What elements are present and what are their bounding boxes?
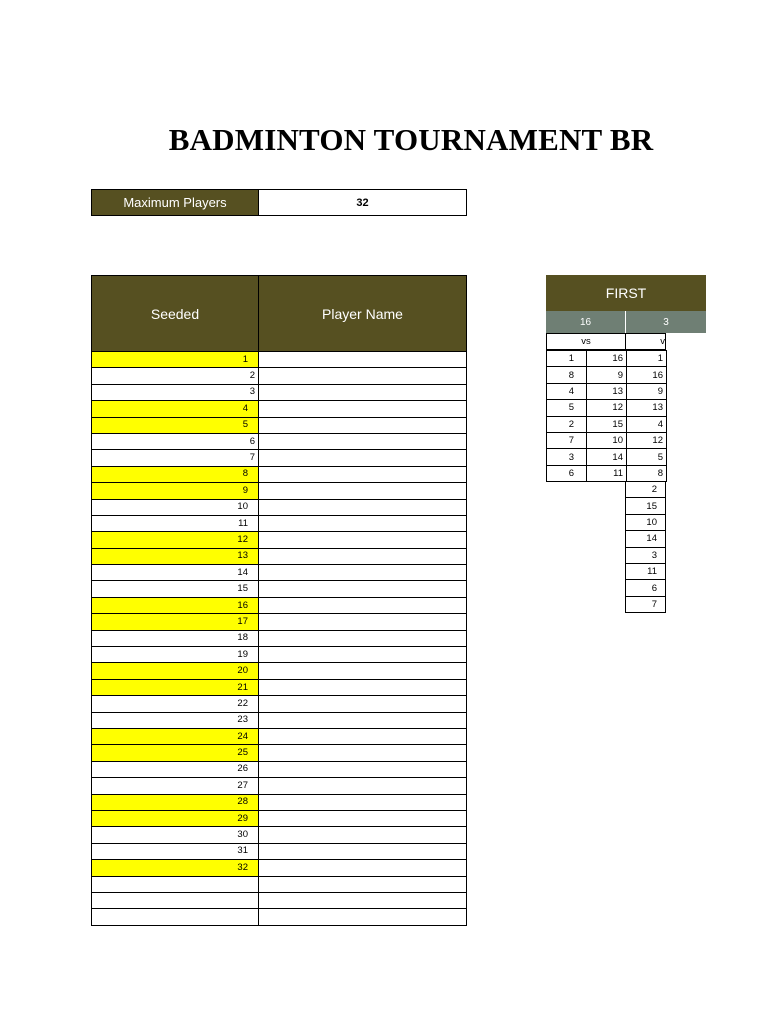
bracket-subheader-value: 3: [626, 311, 706, 333]
bracket-row: [547, 416, 667, 432]
player-name-cell[interactable]: [259, 401, 467, 417]
seed-cell[interactable]: 16: [92, 597, 259, 613]
player-name-cell[interactable]: [259, 450, 467, 466]
table-row: [92, 712, 467, 728]
bracket-extra-cell: 6: [626, 580, 666, 596]
player-name-cell[interactable]: [259, 843, 467, 859]
table-row: [92, 679, 467, 695]
seed-cell[interactable]: 19: [92, 647, 259, 663]
seed-cell[interactable]: 13: [92, 548, 259, 564]
bracket-cell: 3: [547, 449, 587, 465]
table-row: [92, 876, 467, 892]
table-row: [92, 843, 467, 859]
player-name-cell[interactable]: [259, 728, 467, 744]
player-name-cell[interactable]: [259, 761, 467, 777]
bracket-extra-cell: 7: [626, 596, 666, 612]
bracket-row: [547, 465, 667, 481]
seed-cell[interactable]: 3: [92, 384, 259, 400]
bracket-cell: 11: [587, 465, 627, 481]
bracket-cell: 4: [547, 383, 587, 399]
bracket-row: [547, 383, 667, 399]
player-name-cell[interactable]: [259, 499, 467, 515]
bracket-cell: 5: [627, 449, 667, 465]
table-row: [92, 401, 467, 417]
bracket-extra-cell: 2: [626, 482, 666, 498]
max-players-value[interactable]: 32: [356, 196, 369, 209]
player-name-cell[interactable]: [259, 647, 467, 663]
seed-cell[interactable]: 6: [92, 433, 259, 449]
player-name-cell[interactable]: [259, 810, 467, 826]
seed-cell[interactable]: [92, 909, 259, 925]
bracket-cell: 6: [547, 465, 587, 481]
player-name-cell[interactable]: [259, 483, 467, 499]
bracket-cell: 2: [547, 416, 587, 432]
bracket-cell: 8: [627, 465, 667, 481]
bracket-cell: 14: [587, 449, 627, 465]
seed-cell[interactable]: [92, 876, 259, 892]
seed-cell[interactable]: 4: [92, 401, 259, 417]
bracket-row: [547, 400, 667, 416]
bracket-vs-label-2: v: [625, 333, 666, 350]
table-row: [92, 827, 467, 843]
bracket-cell: 12: [587, 400, 627, 416]
seed-cell[interactable]: 7: [92, 450, 259, 466]
bracket-row: [547, 351, 667, 367]
seed-cell[interactable]: 20: [92, 663, 259, 679]
bracket-cell: 1: [627, 351, 667, 367]
table-row: [92, 565, 467, 581]
seed-cell[interactable]: 12: [92, 532, 259, 548]
seed-cell[interactable]: 18: [92, 630, 259, 646]
max-players-row: [91, 189, 467, 216]
table-row: [92, 647, 467, 663]
table-row: [92, 860, 467, 876]
table-row: [92, 745, 467, 761]
seed-table-body: [92, 352, 467, 926]
player-name-cell[interactable]: [259, 876, 467, 892]
bracket-row: [547, 432, 667, 448]
table-row: [92, 532, 467, 548]
table-row: [92, 778, 467, 794]
player-name-cell[interactable]: [259, 745, 467, 761]
table-row: [92, 548, 467, 564]
player-name-cell[interactable]: [259, 352, 467, 368]
player-name-cell[interactable]: [259, 778, 467, 794]
table-row: [92, 581, 467, 597]
seed-cell[interactable]: 11: [92, 515, 259, 531]
seed-cell[interactable]: 28: [92, 794, 259, 810]
table-row: [92, 810, 467, 826]
seed-cell[interactable]: [92, 892, 259, 908]
seed-cell[interactable]: 24: [92, 728, 259, 744]
player-name-cell[interactable]: [259, 368, 467, 384]
bracket-extra-cell: 3: [626, 547, 666, 563]
seed-cell[interactable]: 10: [92, 499, 259, 515]
table-row: [92, 728, 467, 744]
player-name-cell[interactable]: [259, 827, 467, 843]
player-name-cell[interactable]: [259, 581, 467, 597]
table-row: [92, 597, 467, 613]
table-row: [92, 352, 467, 368]
bracket-row: [547, 449, 667, 465]
player-name-cell[interactable]: [259, 597, 467, 613]
table-row: [92, 433, 467, 449]
bracket-extra-cell: 10: [626, 514, 666, 530]
bracket-vs-label: vs: [546, 333, 626, 350]
player-name-cell[interactable]: [259, 712, 467, 728]
bracket-cell: 15: [587, 416, 627, 432]
player-name-cell[interactable]: [259, 909, 467, 925]
seed-cell[interactable]: 27: [92, 778, 259, 794]
seed-cell[interactable]: 23: [92, 712, 259, 728]
seed-cell[interactable]: 31: [92, 843, 259, 859]
seed-cell[interactable]: 26: [92, 761, 259, 777]
bracket-cell: 9: [627, 383, 667, 399]
bracket-cell: 5: [547, 400, 587, 416]
bracket-extra-cell: 15: [626, 498, 666, 514]
table-row: [92, 663, 467, 679]
bracket-cell: 13: [587, 383, 627, 399]
player-name-cell[interactable]: [259, 679, 467, 695]
bracket-extra-cell: 14: [626, 531, 666, 547]
seed-cell[interactable]: 32: [92, 860, 259, 876]
bracket-grid: [546, 350, 667, 482]
table-row: [92, 483, 467, 499]
seed-cell[interactable]: 1: [92, 352, 259, 368]
seed-cell[interactable]: 8: [92, 466, 259, 482]
player-name-cell[interactable]: [259, 565, 467, 581]
seed-cell[interactable]: 29: [92, 810, 259, 826]
seed-cell[interactable]: 15: [92, 581, 259, 597]
table-row: [92, 384, 467, 400]
bracket-cell: 7: [547, 432, 587, 448]
seed-cell[interactable]: 30: [92, 827, 259, 843]
table-row: [92, 515, 467, 531]
player-name-cell[interactable]: [259, 515, 467, 531]
player-name-cell[interactable]: [259, 433, 467, 449]
table-row: [92, 466, 467, 482]
player-name-header: Player Name: [259, 276, 467, 352]
table-row: [92, 417, 467, 433]
player-name-cell[interactable]: [259, 663, 467, 679]
seed-table: [91, 275, 467, 926]
player-name-cell[interactable]: [259, 417, 467, 433]
player-name-cell[interactable]: [259, 630, 467, 646]
bracket-cell: 10: [587, 432, 627, 448]
seed-cell[interactable]: 21: [92, 679, 259, 695]
bracket-cell: 1: [547, 351, 587, 367]
table-row: [92, 696, 467, 712]
player-name-cell[interactable]: [259, 614, 467, 630]
seed-cell[interactable]: 25: [92, 745, 259, 761]
bracket-extra-column: [625, 481, 666, 613]
bracket-extra-cell: 11: [626, 563, 666, 579]
bracket-cell: 8: [547, 367, 587, 383]
bracket-panel: [546, 275, 768, 1035]
table-row: [92, 368, 467, 384]
seed-cell[interactable]: 2: [92, 368, 259, 384]
table-row: [92, 450, 467, 466]
player-name-cell[interactable]: [259, 532, 467, 548]
bracket-cell: 12: [627, 432, 667, 448]
bracket-subheader-count: 16: [546, 311, 626, 333]
table-row: [92, 794, 467, 810]
page-title: BADMINTON TOURNAMENT BR: [168, 122, 654, 157]
bracket-cell: 16: [587, 351, 627, 367]
bracket-cell: 16: [627, 367, 667, 383]
bracket-round-header: FIRST: [546, 275, 706, 311]
player-name-cell[interactable]: [259, 466, 467, 482]
table-row: [92, 761, 467, 777]
seeded-header: Seeded: [92, 276, 259, 352]
seed-cell[interactable]: 22: [92, 696, 259, 712]
player-name-cell[interactable]: [259, 860, 467, 876]
table-row: [92, 614, 467, 630]
bracket-row: [547, 367, 667, 383]
player-name-cell[interactable]: [259, 794, 467, 810]
bracket-cell: 4: [627, 416, 667, 432]
table-row: [92, 909, 467, 925]
player-name-cell[interactable]: [259, 696, 467, 712]
seed-cell[interactable]: 14: [92, 565, 259, 581]
player-name-cell[interactable]: [259, 548, 467, 564]
max-players-label: Maximum Players: [92, 190, 259, 215]
seed-cell[interactable]: 5: [92, 417, 259, 433]
table-row: [92, 630, 467, 646]
seed-cell[interactable]: 9: [92, 483, 259, 499]
player-name-cell[interactable]: [259, 892, 467, 908]
bracket-cell: 9: [587, 367, 627, 383]
player-name-cell[interactable]: [259, 384, 467, 400]
seed-cell[interactable]: 17: [92, 614, 259, 630]
bracket-cell: 13: [627, 400, 667, 416]
table-row: [92, 892, 467, 908]
table-row: [92, 499, 467, 515]
